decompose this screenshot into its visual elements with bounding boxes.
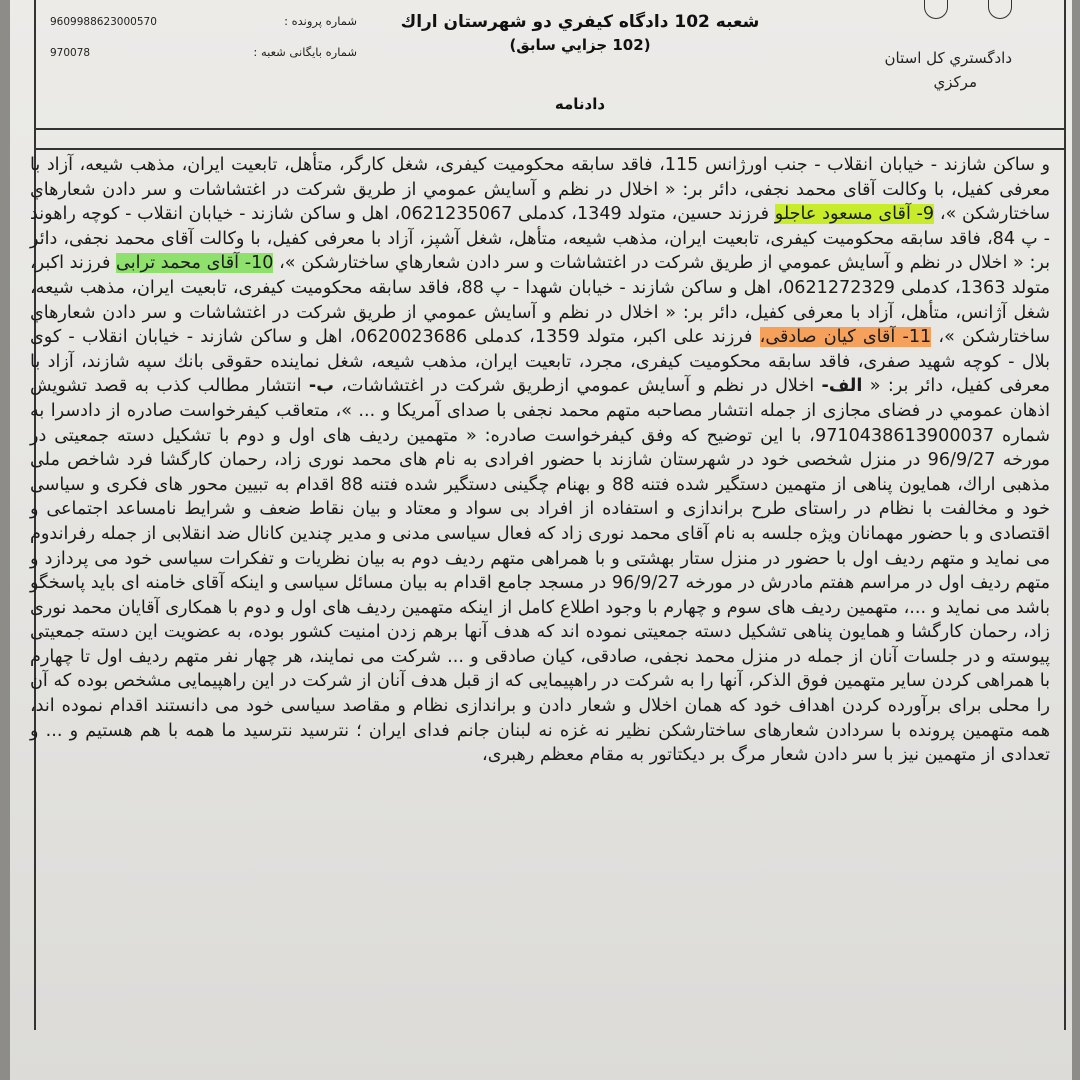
case-number-label: شماره پرونده : (284, 14, 357, 28)
header-divider (34, 128, 1064, 130)
text-run: انتشار مطالب كذب به قصد تشويش اذهان عمومي در فضای مجازی از جمله انتشار مصاحبه متهم محمد نجفی با صدای آمريكا و ... »، متعاقب كيفرخواست صادره از دادسرا به شماره 9710438613900037، با اين توضيح كه وفق كيفرخواست صادره: « متهمين رديف های اول و دوم با تشكيل دسته جمعيتی در مورخه 96/9/27 در منزل شخصی خود در شهرستان شازند با حضور افرادی به نام های محمد نوری زاد، رحمان كارگشا فرد شاخص ملی مذهبی اراك، همايون پناهی از متهمين دستگير شده فتنه 88 و بهنام چگينی دستگير شده فتنه 88 اقدام به تبيين محور های فكری و سياسی خود و مخالفت با نظام در راستای طرح براندازی و استفاده از افراد بی سواد و معتاد و بيان نقاط ضعف و شرايط نامساعد اجتماعی و اقتصادی و با حضور مهمانان ويژه جلسه به نام آقای محمد نوری زاد كه فعال سياسی مدنی و مدير چندين كانال ضد انقلابی از جمله رفراندوم می نمايد و متهم رديف اول با حضور در منزل ستار بهشتی و با همراهی متهم رديف دوم به بيان نظريات و تفكرات سياسی خود می پردازد و متهم رديف اول در مراسم هفتم مادرش در مورخه 96/9/27 در مسجد جامع اقدام به بيان مسائل سياسی و اينكه آقای خامنه ای بايد پاسخگو باشد می نمايد و ...، متهمين رديف های سوم و چهارم با وجود اطلاع كامل از اينكه متهمين رديف های اول و دوم با همكاری آقايان محمد نوری زاد، رحمان كارگشا و همايون پناهی تشكيل دسته جمعيتی نموده اند كه هدف آنها برهم زدن امنيت كشور بوده، به عضويت اين دسته جمعيتی پيوسته و در جلسات آنان از جمله در منزل محمد نجفی، صادقی، كيان صادقی و ... شركت می نمايند، هر چهار نفر متهم رديف اول تا چهارم با همراهی كردن ساير متهمين فوق الذكر، آنها را به شركت در راهپيمايی كه از قبل هدف آنان از شركت در اين راهپيمايی مشخص بوده كه آن را محلی برای برآورده كردن اهداف خود كه همان اخلال و شعار دادن و براندازی نظام و مقاصد سياسی خود می دانستند اقدام نموده اند، همه متهمين پرونده با سردادن شعارهای ساختارشكن نظير نه غزه نه لبنان جانم فدای ايران ؛ نترسيد نترسيد ما همه با هم هستيم و ... و تعدادی از متهمين نيز با سر دادن شعار مرگ بر ديكتاتور به مقام معظم رهبری، (30, 376, 1050, 766)
text-run: فرزند حسين، متولد 1349، كدملی 0621235067، اهل و ساكن شازند - خيابان انقلاب - كوچه راهوند - پ 84، فاقد سابقه محكوميت كيفری، تابعيت ايران، مذهب شيعه، متأهل، شغل آشپز، آزاد با معرفی كفيل، با وكالت آقای محمد نجفی، دائر بر: « اخلال در نظم و آسايش عمومي از طريق شركت در اغتشاشات و سر دادن شعارهاي ساختارشكن »، (30, 204, 1051, 274)
archive-number-value: 970078 (50, 47, 91, 59)
item-marker-b: ب- (308, 376, 334, 397)
document-type: دادنامه (554, 95, 606, 113)
body-text (30, 153, 1050, 768)
org-line-1: دادگستري كل استان (884, 49, 1012, 67)
archive-number-label: شماره بايگانی شعبه : (253, 45, 357, 59)
court-subtitle: (102 جزايي سابق) (509, 36, 651, 54)
org-name (885, 46, 1012, 94)
text-run: فرزند اكبر، متولد 1363، كدملی 0621272329، اهل و ساكن شازند - خيابان شهدا - پ 88، فاقد سابقه محكوميت كيفری، تابعيت ايران، مذهب شيعه، شغل آژانس، متأهل، آزاد با معرفی كفيل، دائر بر: « اخلال در نظم و آسايش عمومي از طريق شركت در اغتشاشات و سر دادن شعارهاي ساختارشكن »، (30, 253, 1051, 348)
highlighted-defendant-9: 9- آقای مسعود عاجلو (774, 204, 935, 225)
org-line-2: مركزي (933, 73, 977, 91)
court-title: شعبه 102 دادگاه كيفري دو شهرستان اراك (400, 12, 760, 32)
highlighted-defendant-11: 11- آقای كيان صادقی، (759, 327, 932, 348)
text-run: اخلال در نظم و آسايش عمومي ازطريق شركت در اغتشاشات، (341, 376, 815, 397)
document-page (10, 0, 1072, 1080)
highlighted-defendant-10: 10- آقای محمد ترابی (116, 253, 274, 274)
text-run: فرزند علی اكبر، متولد 1359، كدملی 0620023686، اهل و ساكن شازند - خيابان انقلاب - كوی بلال - كوچه شهيد صفری، فاقد سابقه محكوميت كيفری، مجرد، تابعيت ايران، مذهب شيعه، شغل نماينده حقوقی بانك سپه شازند، آزاد با معرفی كفيل، دائر بر: « (30, 327, 1051, 397)
header-divider (34, 148, 1064, 150)
item-marker-a: الف- (821, 376, 863, 397)
text-run: و ساكن شازند - خيابان انقلاب - جنب اورژانس 115، فاقد سابقه محكوميت كيفری، شغل كارگر، متأهل، تابعيت ايران، مذهب شيعه، آزاد با معرفی كفيل، با وكالت آقای محمد نجفی، دائر بر: « اخلال در نظم و آسايش عمومي از طريق شركت در اغتشاشات و سر دادن شعارهاي ساختارشكن »، (30, 155, 1051, 225)
case-number-value: 9609988623000570 (50, 16, 157, 28)
document-body (30, 153, 1050, 768)
